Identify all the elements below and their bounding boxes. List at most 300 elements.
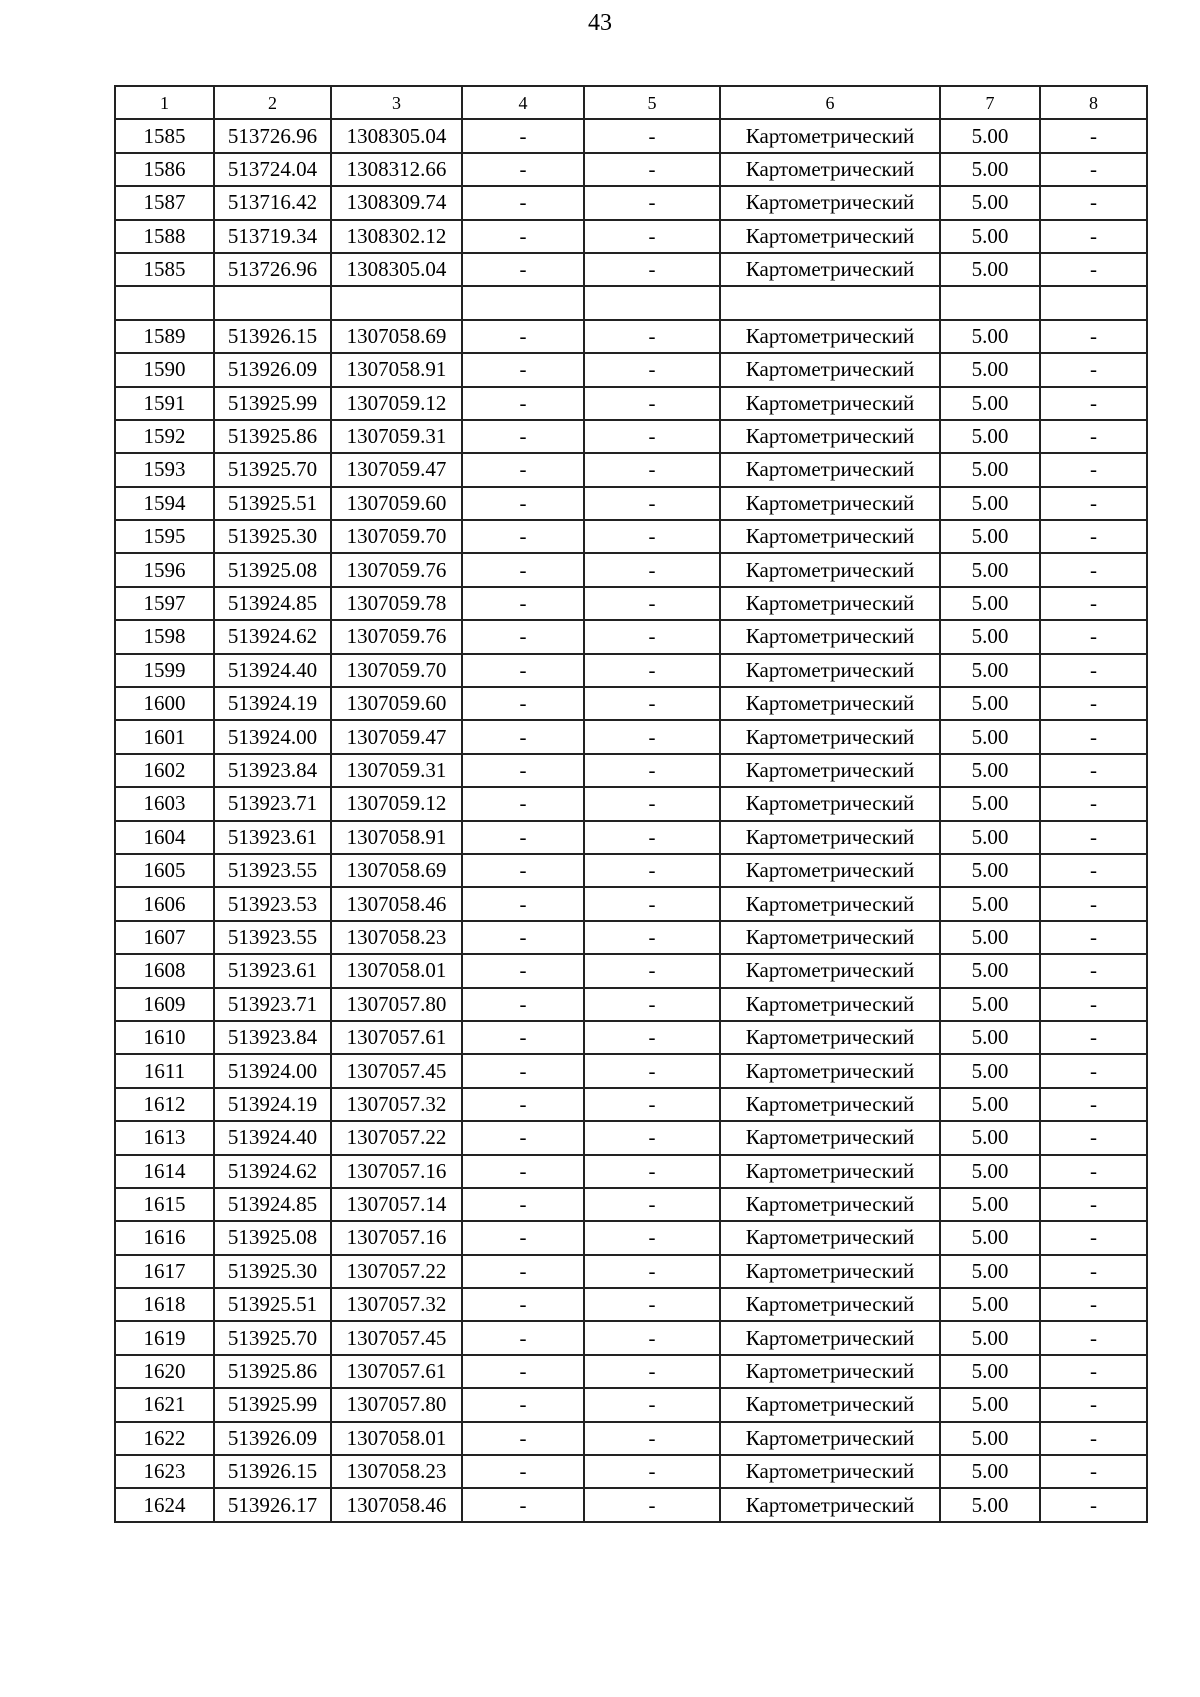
point-number-cell: 1620 bbox=[115, 1355, 214, 1388]
point-number-cell: 1585 bbox=[115, 119, 214, 152]
method-cell: Картометрический bbox=[720, 1321, 940, 1354]
column-4-cell: - bbox=[462, 720, 584, 753]
column-8-cell: - bbox=[1040, 1054, 1147, 1087]
column-8-cell: - bbox=[1040, 887, 1147, 920]
accuracy-cell: 5.00 bbox=[940, 253, 1040, 286]
column-4-cell: - bbox=[462, 687, 584, 720]
x-coordinate-cell: 513923.55 bbox=[214, 921, 331, 954]
accuracy-cell: 5.00 bbox=[940, 754, 1040, 787]
y-coordinate-cell: 1307058.46 bbox=[331, 887, 462, 920]
table-row bbox=[115, 1188, 1147, 1221]
method-cell: Картометрический bbox=[720, 754, 940, 787]
column-header: 2 bbox=[214, 86, 331, 119]
header-row bbox=[115, 86, 1147, 119]
table-row bbox=[115, 1488, 1147, 1521]
coordinates-table bbox=[114, 85, 1148, 1523]
x-coordinate-cell: 513926.15 bbox=[214, 320, 331, 353]
accuracy-cell: 5.00 bbox=[940, 787, 1040, 820]
accuracy-cell: 5.00 bbox=[940, 1188, 1040, 1221]
column-8-cell: - bbox=[1040, 387, 1147, 420]
x-coordinate-cell: 513923.53 bbox=[214, 887, 331, 920]
column-4-cell: - bbox=[462, 921, 584, 954]
column-5-cell: - bbox=[584, 320, 720, 353]
accuracy-cell: 5.00 bbox=[940, 687, 1040, 720]
method-cell: Картометрический bbox=[720, 1255, 940, 1288]
column-5-cell: - bbox=[584, 220, 720, 253]
method-cell: Картометрический bbox=[720, 420, 940, 453]
column-4-cell: - bbox=[462, 420, 584, 453]
column-8-cell: - bbox=[1040, 1155, 1147, 1188]
column-4-cell: - bbox=[462, 754, 584, 787]
table-row bbox=[115, 1422, 1147, 1455]
column-5-cell: - bbox=[584, 954, 720, 987]
column-5-cell bbox=[584, 286, 720, 319]
column-5-cell: - bbox=[584, 1054, 720, 1087]
table-row bbox=[115, 954, 1147, 987]
y-coordinate-cell: 1307057.80 bbox=[331, 1388, 462, 1421]
y-coordinate-cell: 1307059.47 bbox=[331, 720, 462, 753]
x-coordinate-cell: 513925.86 bbox=[214, 420, 331, 453]
x-coordinate-cell: 513924.85 bbox=[214, 1188, 331, 1221]
column-4-cell: - bbox=[462, 587, 584, 620]
accuracy-cell: 5.00 bbox=[940, 1155, 1040, 1188]
y-coordinate-cell: 1307059.78 bbox=[331, 587, 462, 620]
column-header: 4 bbox=[462, 86, 584, 119]
accuracy-cell: 5.00 bbox=[940, 988, 1040, 1021]
table-row bbox=[115, 1388, 1147, 1421]
point-number-cell: 1618 bbox=[115, 1288, 214, 1321]
y-coordinate-cell bbox=[331, 286, 462, 319]
point-number-cell: 1606 bbox=[115, 887, 214, 920]
method-cell: Картометрический bbox=[720, 1188, 940, 1221]
point-number-cell: 1598 bbox=[115, 620, 214, 653]
y-coordinate-cell: 1308309.74 bbox=[331, 186, 462, 219]
y-coordinate-cell: 1307059.47 bbox=[331, 453, 462, 486]
table-row bbox=[115, 153, 1147, 186]
column-5-cell: - bbox=[584, 921, 720, 954]
x-coordinate-cell: 513924.40 bbox=[214, 1121, 331, 1154]
point-number-cell: 1600 bbox=[115, 687, 214, 720]
point-number-cell: 1599 bbox=[115, 654, 214, 687]
point-number-cell: 1588 bbox=[115, 220, 214, 253]
x-coordinate-cell: 513926.09 bbox=[214, 353, 331, 386]
table-row bbox=[115, 754, 1147, 787]
table-row bbox=[115, 1288, 1147, 1321]
y-coordinate-cell: 1307059.12 bbox=[331, 787, 462, 820]
column-header: 5 bbox=[584, 86, 720, 119]
accuracy-cell: 5.00 bbox=[940, 1088, 1040, 1121]
x-coordinate-cell: 513924.19 bbox=[214, 687, 331, 720]
method-cell: Картометрический bbox=[720, 1422, 940, 1455]
column-4-cell: - bbox=[462, 1188, 584, 1221]
point-number-cell: 1617 bbox=[115, 1255, 214, 1288]
accuracy-cell: 5.00 bbox=[940, 220, 1040, 253]
method-cell: Картометрический bbox=[720, 1455, 940, 1488]
accuracy-cell: 5.00 bbox=[940, 654, 1040, 687]
accuracy-cell: 5.00 bbox=[940, 353, 1040, 386]
column-4-cell: - bbox=[462, 1455, 584, 1488]
method-cell bbox=[720, 286, 940, 319]
column-5-cell: - bbox=[584, 720, 720, 753]
column-4-cell: - bbox=[462, 153, 584, 186]
method-cell: Картометрический bbox=[720, 520, 940, 553]
column-4-cell: - bbox=[462, 1422, 584, 1455]
y-coordinate-cell: 1307057.32 bbox=[331, 1288, 462, 1321]
method-cell: Картометрический bbox=[720, 787, 940, 820]
y-coordinate-cell: 1307058.69 bbox=[331, 854, 462, 887]
y-coordinate-cell: 1307058.23 bbox=[331, 1455, 462, 1488]
column-5-cell: - bbox=[584, 1255, 720, 1288]
table-row bbox=[115, 1021, 1147, 1054]
column-4-cell: - bbox=[462, 887, 584, 920]
column-4-cell: - bbox=[462, 320, 584, 353]
accuracy-cell: 5.00 bbox=[940, 553, 1040, 586]
method-cell: Картометрический bbox=[720, 1355, 940, 1388]
column-5-cell: - bbox=[584, 821, 720, 854]
y-coordinate-cell: 1307059.31 bbox=[331, 754, 462, 787]
method-cell: Картометрический bbox=[720, 887, 940, 920]
column-5-cell: - bbox=[584, 1488, 720, 1521]
y-coordinate-cell: 1307057.61 bbox=[331, 1355, 462, 1388]
column-8-cell: - bbox=[1040, 1188, 1147, 1221]
method-cell: Картометрический bbox=[720, 921, 940, 954]
method-cell: Картометрический bbox=[720, 1221, 940, 1254]
point-number-cell: 1615 bbox=[115, 1188, 214, 1221]
x-coordinate-cell: 513923.61 bbox=[214, 954, 331, 987]
point-number-cell: 1589 bbox=[115, 320, 214, 353]
method-cell: Картометрический bbox=[720, 186, 940, 219]
table-row bbox=[115, 420, 1147, 453]
x-coordinate-cell: 513923.61 bbox=[214, 821, 331, 854]
column-5-cell: - bbox=[584, 1388, 720, 1421]
table-row bbox=[115, 821, 1147, 854]
table-row bbox=[115, 220, 1147, 253]
column-5-cell: - bbox=[584, 119, 720, 152]
column-5-cell: - bbox=[584, 520, 720, 553]
method-cell: Картометрический bbox=[720, 1155, 940, 1188]
accuracy-cell: 5.00 bbox=[940, 520, 1040, 553]
column-5-cell: - bbox=[584, 453, 720, 486]
method-cell: Картометрический bbox=[720, 687, 940, 720]
column-4-cell: - bbox=[462, 119, 584, 152]
column-4-cell: - bbox=[462, 1488, 584, 1521]
table-header bbox=[115, 86, 1147, 119]
column-4-cell: - bbox=[462, 1021, 584, 1054]
point-number-cell: 1587 bbox=[115, 186, 214, 219]
x-coordinate-cell: 513719.34 bbox=[214, 220, 331, 253]
x-coordinate-cell: 513925.70 bbox=[214, 453, 331, 486]
x-coordinate-cell: 513724.04 bbox=[214, 153, 331, 186]
column-5-cell: - bbox=[584, 553, 720, 586]
accuracy-cell: 5.00 bbox=[940, 119, 1040, 152]
y-coordinate-cell: 1307057.14 bbox=[331, 1188, 462, 1221]
point-number-cell: 1603 bbox=[115, 787, 214, 820]
column-5-cell: - bbox=[584, 887, 720, 920]
accuracy-cell: 5.00 bbox=[940, 1388, 1040, 1421]
column-4-cell: - bbox=[462, 1255, 584, 1288]
column-5-cell: - bbox=[584, 1321, 720, 1354]
column-4-cell: - bbox=[462, 654, 584, 687]
column-5-cell: - bbox=[584, 1221, 720, 1254]
accuracy-cell: 5.00 bbox=[940, 453, 1040, 486]
point-number-cell: 1602 bbox=[115, 754, 214, 787]
column-8-cell: - bbox=[1040, 353, 1147, 386]
column-4-cell: - bbox=[462, 1388, 584, 1421]
accuracy-cell: 5.00 bbox=[940, 1288, 1040, 1321]
column-5-cell: - bbox=[584, 620, 720, 653]
column-5-cell: - bbox=[584, 186, 720, 219]
column-8-cell: - bbox=[1040, 854, 1147, 887]
method-cell: Картометрический bbox=[720, 821, 940, 854]
accuracy-cell: 5.00 bbox=[940, 620, 1040, 653]
y-coordinate-cell: 1307057.32 bbox=[331, 1088, 462, 1121]
accuracy-cell: 5.00 bbox=[940, 1355, 1040, 1388]
point-number-cell: 1607 bbox=[115, 921, 214, 954]
column-8-cell: - bbox=[1040, 1221, 1147, 1254]
column-4-cell: - bbox=[462, 1221, 584, 1254]
column-header: 8 bbox=[1040, 86, 1147, 119]
point-number-cell: 1592 bbox=[115, 420, 214, 453]
table-row bbox=[115, 453, 1147, 486]
x-coordinate-cell: 513726.96 bbox=[214, 253, 331, 286]
x-coordinate-cell: 513925.08 bbox=[214, 1221, 331, 1254]
point-number-cell: 1623 bbox=[115, 1455, 214, 1488]
accuracy-cell: 5.00 bbox=[940, 821, 1040, 854]
method-cell: Картометрический bbox=[720, 1388, 940, 1421]
accuracy-cell: 5.00 bbox=[940, 487, 1040, 520]
column-8-cell: - bbox=[1040, 620, 1147, 653]
point-number-cell: 1597 bbox=[115, 587, 214, 620]
x-coordinate-cell: 513925.70 bbox=[214, 1321, 331, 1354]
method-cell: Картометрический bbox=[720, 553, 940, 586]
y-coordinate-cell: 1307057.45 bbox=[331, 1321, 462, 1354]
column-4-cell: - bbox=[462, 620, 584, 653]
table-row bbox=[115, 720, 1147, 753]
column-4-cell: - bbox=[462, 787, 584, 820]
column-8-cell: - bbox=[1040, 654, 1147, 687]
column-5-cell: - bbox=[584, 1455, 720, 1488]
y-coordinate-cell: 1308302.12 bbox=[331, 220, 462, 253]
point-number-cell: 1594 bbox=[115, 487, 214, 520]
table-row bbox=[115, 1221, 1147, 1254]
column-8-cell: - bbox=[1040, 954, 1147, 987]
column-5-cell: - bbox=[584, 387, 720, 420]
column-4-cell: - bbox=[462, 821, 584, 854]
table-row bbox=[115, 654, 1147, 687]
table-row bbox=[115, 1155, 1147, 1188]
column-8-cell: - bbox=[1040, 553, 1147, 586]
x-coordinate-cell: 513924.62 bbox=[214, 620, 331, 653]
method-cell: Картометрический bbox=[720, 1488, 940, 1521]
column-4-cell: - bbox=[462, 988, 584, 1021]
column-8-cell: - bbox=[1040, 1088, 1147, 1121]
y-coordinate-cell: 1307057.16 bbox=[331, 1155, 462, 1188]
table-row bbox=[115, 320, 1147, 353]
column-4-cell bbox=[462, 286, 584, 319]
x-coordinate-cell: 513926.15 bbox=[214, 1455, 331, 1488]
table-row bbox=[115, 1088, 1147, 1121]
y-coordinate-cell: 1307059.60 bbox=[331, 687, 462, 720]
accuracy-cell: 5.00 bbox=[940, 854, 1040, 887]
method-cell: Картометрический bbox=[720, 220, 940, 253]
y-coordinate-cell: 1307057.61 bbox=[331, 1021, 462, 1054]
method-cell: Картометрический bbox=[720, 854, 940, 887]
column-5-cell: - bbox=[584, 1188, 720, 1221]
table-row bbox=[115, 1054, 1147, 1087]
column-8-cell: - bbox=[1040, 988, 1147, 1021]
column-5-cell: - bbox=[584, 854, 720, 887]
column-4-cell: - bbox=[462, 1288, 584, 1321]
accuracy-cell: 5.00 bbox=[940, 1021, 1040, 1054]
page-number: 43 bbox=[588, 10, 612, 36]
point-number-cell: 1593 bbox=[115, 453, 214, 486]
column-header: 1 bbox=[115, 86, 214, 119]
accuracy-cell: 5.00 bbox=[940, 153, 1040, 186]
column-4-cell: - bbox=[462, 220, 584, 253]
point-number-cell: 1604 bbox=[115, 821, 214, 854]
table-row bbox=[115, 988, 1147, 1021]
y-coordinate-cell: 1307057.80 bbox=[331, 988, 462, 1021]
column-4-cell: - bbox=[462, 1355, 584, 1388]
y-coordinate-cell: 1307059.31 bbox=[331, 420, 462, 453]
column-8-cell bbox=[1040, 286, 1147, 319]
x-coordinate-cell: 513923.84 bbox=[214, 1021, 331, 1054]
column-5-cell: - bbox=[584, 687, 720, 720]
x-coordinate-cell: 513726.96 bbox=[214, 119, 331, 152]
point-number-cell: 1621 bbox=[115, 1388, 214, 1421]
column-8-cell: - bbox=[1040, 787, 1147, 820]
table-row bbox=[115, 119, 1147, 152]
accuracy-cell: 5.00 bbox=[940, 387, 1040, 420]
column-4-cell: - bbox=[462, 854, 584, 887]
table-body bbox=[115, 119, 1147, 1521]
column-8-cell: - bbox=[1040, 1388, 1147, 1421]
point-number-cell: 1585 bbox=[115, 253, 214, 286]
column-8-cell: - bbox=[1040, 186, 1147, 219]
column-8-cell: - bbox=[1040, 253, 1147, 286]
column-5-cell: - bbox=[584, 1021, 720, 1054]
accuracy-cell: 5.00 bbox=[940, 587, 1040, 620]
x-coordinate-cell: 513924.00 bbox=[214, 1054, 331, 1087]
x-coordinate-cell: 513923.84 bbox=[214, 754, 331, 787]
method-cell: Картометрический bbox=[720, 720, 940, 753]
point-number-cell bbox=[115, 286, 214, 319]
column-8-cell: - bbox=[1040, 520, 1147, 553]
point-number-cell: 1613 bbox=[115, 1121, 214, 1154]
column-8-cell: - bbox=[1040, 821, 1147, 854]
x-coordinate-cell: 513925.30 bbox=[214, 1255, 331, 1288]
column-8-cell: - bbox=[1040, 487, 1147, 520]
column-8-cell: - bbox=[1040, 1422, 1147, 1455]
column-8-cell: - bbox=[1040, 1255, 1147, 1288]
y-coordinate-cell: 1307057.22 bbox=[331, 1121, 462, 1154]
column-5-cell: - bbox=[584, 1121, 720, 1154]
column-8-cell: - bbox=[1040, 220, 1147, 253]
column-4-cell: - bbox=[462, 954, 584, 987]
y-coordinate-cell: 1307059.76 bbox=[331, 553, 462, 586]
table-row bbox=[115, 620, 1147, 653]
column-4-cell: - bbox=[462, 387, 584, 420]
column-5-cell: - bbox=[584, 253, 720, 286]
method-cell: Картометрический bbox=[720, 587, 940, 620]
column-8-cell: - bbox=[1040, 921, 1147, 954]
column-5-cell: - bbox=[584, 1288, 720, 1321]
column-5-cell: - bbox=[584, 487, 720, 520]
accuracy-cell: 5.00 bbox=[940, 921, 1040, 954]
y-coordinate-cell: 1308305.04 bbox=[331, 119, 462, 152]
point-number-cell: 1609 bbox=[115, 988, 214, 1021]
table-row bbox=[115, 887, 1147, 920]
point-number-cell: 1616 bbox=[115, 1221, 214, 1254]
column-8-cell: - bbox=[1040, 587, 1147, 620]
column-4-cell: - bbox=[462, 1054, 584, 1087]
table-row bbox=[115, 487, 1147, 520]
column-8-cell: - bbox=[1040, 119, 1147, 152]
point-number-cell: 1595 bbox=[115, 520, 214, 553]
column-4-cell: - bbox=[462, 487, 584, 520]
column-4-cell: - bbox=[462, 553, 584, 586]
column-4-cell: - bbox=[462, 353, 584, 386]
table-row bbox=[115, 1121, 1147, 1154]
x-coordinate-cell: 513924.62 bbox=[214, 1155, 331, 1188]
accuracy-cell: 5.00 bbox=[940, 1455, 1040, 1488]
column-8-cell: - bbox=[1040, 1321, 1147, 1354]
table-row bbox=[115, 1321, 1147, 1354]
method-cell: Картометрический bbox=[720, 353, 940, 386]
y-coordinate-cell: 1307059.76 bbox=[331, 620, 462, 653]
accuracy-cell: 5.00 bbox=[940, 1488, 1040, 1521]
y-coordinate-cell: 1307057.45 bbox=[331, 1054, 462, 1087]
point-number-cell: 1622 bbox=[115, 1422, 214, 1455]
accuracy-cell: 5.00 bbox=[940, 720, 1040, 753]
point-number-cell: 1611 bbox=[115, 1054, 214, 1087]
point-number-cell: 1612 bbox=[115, 1088, 214, 1121]
x-coordinate-cell: 513925.86 bbox=[214, 1355, 331, 1388]
x-coordinate-cell: 513925.99 bbox=[214, 1388, 331, 1421]
table-row bbox=[115, 186, 1147, 219]
column-4-cell: - bbox=[462, 186, 584, 219]
table-row bbox=[115, 587, 1147, 620]
method-cell: Картометрический bbox=[720, 487, 940, 520]
column-5-cell: - bbox=[584, 587, 720, 620]
accuracy-cell: 5.00 bbox=[940, 1221, 1040, 1254]
y-coordinate-cell: 1307059.70 bbox=[331, 520, 462, 553]
column-5-cell: - bbox=[584, 153, 720, 186]
method-cell: Картометрический bbox=[720, 253, 940, 286]
table-row bbox=[115, 553, 1147, 586]
y-coordinate-cell: 1307058.91 bbox=[331, 353, 462, 386]
y-coordinate-cell: 1308312.66 bbox=[331, 153, 462, 186]
accuracy-cell: 5.00 bbox=[940, 954, 1040, 987]
column-4-cell: - bbox=[462, 1321, 584, 1354]
column-4-cell: - bbox=[462, 253, 584, 286]
table-row bbox=[115, 253, 1147, 286]
y-coordinate-cell: 1307058.01 bbox=[331, 954, 462, 987]
table-row bbox=[115, 1255, 1147, 1288]
y-coordinate-cell: 1307058.01 bbox=[331, 1422, 462, 1455]
column-5-cell: - bbox=[584, 787, 720, 820]
column-8-cell: - bbox=[1040, 1488, 1147, 1521]
point-number-cell: 1619 bbox=[115, 1321, 214, 1354]
x-coordinate-cell: 513923.71 bbox=[214, 787, 331, 820]
x-coordinate-cell: 513924.19 bbox=[214, 1088, 331, 1121]
accuracy-cell: 5.00 bbox=[940, 1054, 1040, 1087]
method-cell: Картометрический bbox=[720, 119, 940, 152]
column-8-cell: - bbox=[1040, 687, 1147, 720]
column-8-cell: - bbox=[1040, 1455, 1147, 1488]
point-number-cell: 1608 bbox=[115, 954, 214, 987]
column-4-cell: - bbox=[462, 453, 584, 486]
